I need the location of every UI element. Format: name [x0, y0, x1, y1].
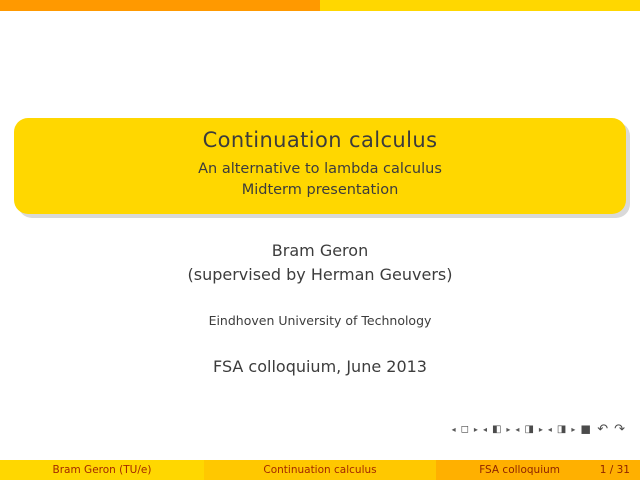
nav-arrow-left-icon: ◂ — [451, 425, 456, 434]
page-subtitle-line-2: Midterm presentation — [241, 182, 399, 199]
author-supervisor: (supervised by Herman Geuvers) — [187, 265, 453, 284]
page-subtitle-line-1: An alternative to lambda calculus — [198, 161, 442, 178]
footer-right — [436, 460, 640, 480]
nav-arrow-left-icon-4: ◂ — [547, 425, 552, 434]
slide-footer — [0, 460, 640, 480]
nav-arrow-right-icon: ▸ — [473, 425, 478, 434]
nav-arrow-left-icon-3: ◂ — [515, 425, 520, 434]
back-icon[interactable]: ↶ — [597, 422, 610, 437]
prev-slide-icon[interactable]: ◧ — [491, 423, 502, 435]
footer-page-number: 1 / 31 — [599, 464, 630, 476]
nav-arrow-right-icon-2: ▸ — [506, 425, 511, 434]
next-section-icon[interactable]: ◨ — [556, 423, 567, 435]
event-date: FSA colloquium, June 2013 — [213, 357, 427, 376]
top-bar-orange-segment — [0, 0, 320, 11]
first-slide-icon[interactable]: ◻ — [460, 423, 469, 435]
page-title: Continuation calculus — [202, 128, 438, 152]
title-box — [14, 118, 626, 214]
forward-icon[interactable]: ↷ — [614, 422, 626, 437]
top-bar — [0, 0, 640, 11]
slide-body — [0, 11, 640, 460]
footer-author: Bram Geron (TU/e) — [0, 460, 204, 480]
nav-arrow-left-icon-2: ◂ — [482, 425, 487, 434]
title-box-wrapper — [14, 118, 626, 214]
top-bar-yellow-segment — [320, 0, 640, 11]
footer-event: FSA colloquium — [479, 464, 560, 476]
footer-title: Continuation calculus — [204, 460, 436, 480]
nav-arrow-right-icon-3: ▸ — [538, 425, 543, 434]
institute: Eindhoven University of Technology — [208, 313, 432, 328]
navigation-symbols[interactable] — [452, 423, 626, 436]
author-block — [0, 239, 640, 287]
nav-arrow-right-icon-4: ▸ — [571, 425, 576, 434]
author-name: Bram Geron — [271, 241, 369, 260]
prev-section-icon[interactable]: ◨ — [524, 423, 534, 435]
last-slide-icon[interactable]: ◼ — [580, 422, 593, 437]
